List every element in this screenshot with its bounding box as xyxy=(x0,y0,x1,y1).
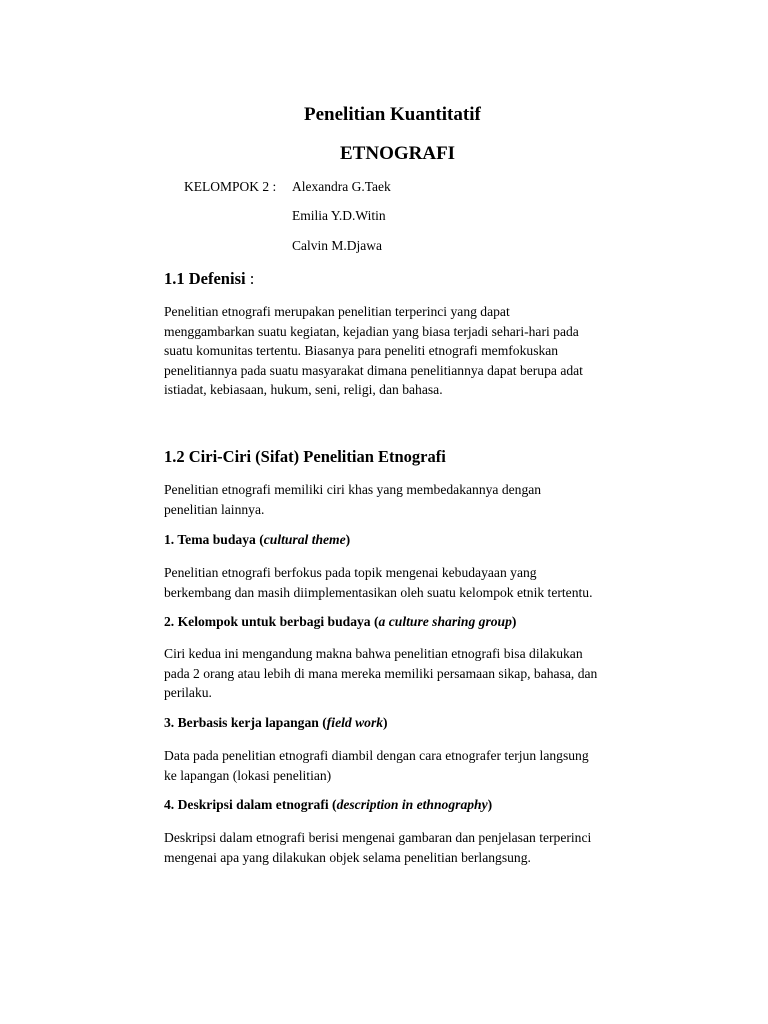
item-title-italic: a culture sharing group xyxy=(378,614,512,629)
paragraph-line: pada 2 orang atau lebih di mana mereka memiliki persamaan sikap, bahasa, dan xyxy=(164,665,598,681)
group-label: KELOMPOK 2 : xyxy=(184,179,277,194)
characteristics-intro xyxy=(164,480,674,519)
item-title-text: ) xyxy=(511,614,517,629)
item-title-italic: description in ethnography xyxy=(336,797,488,812)
paragraph-line: mengenai apa yang dilakukan objek selama penelitian berlangsung. xyxy=(164,849,531,865)
definition-paragraph xyxy=(164,302,674,400)
paragraph-line: Penelitian etnografi memiliki ciri khas yang membedakannya dengan xyxy=(164,482,542,497)
paragraph-line: Penelitian etnografi merupakan penelitian terperinci yang dapat xyxy=(164,304,510,319)
characteristic-body xyxy=(164,828,674,867)
item-title-text: 3. Berbasis kerja lapangan ( xyxy=(164,715,327,730)
paragraph-line: Ciri kedua ini mengandung makna bahwa penelitian etnografi bisa dilakukan xyxy=(164,646,583,661)
item-title-text: 1. Tema budaya ( xyxy=(164,532,264,547)
group-member: Emilia Y.D.Witin xyxy=(292,208,386,223)
section-heading-definition xyxy=(164,269,254,289)
item-title-italic: cultural theme xyxy=(263,532,346,547)
characteristic-title xyxy=(164,614,516,630)
paragraph-line: suatu komunitas tertentu. Biasanya para peneliti etnografi memfokuskan xyxy=(164,343,559,359)
item-title-text: 2. Kelompok untuk berbagi budaya ( xyxy=(164,614,379,629)
item-title-text: 4. Deskripsi dalam etnografi ( xyxy=(164,797,337,812)
group-member: Calvin M.Djawa xyxy=(292,238,382,253)
paragraph-line: Penelitian etnografi berfokus pada topik mengenai kebudayaan yang xyxy=(164,565,537,580)
characteristic-title xyxy=(164,797,492,813)
item-title-italic: field work xyxy=(326,715,384,730)
characteristic-body xyxy=(164,644,674,703)
characteristic-body xyxy=(164,746,674,785)
paragraph-line: penelitian lainnya. xyxy=(164,501,265,517)
item-title-text: ) xyxy=(487,797,493,812)
paragraph-line: istiadat, kebiasaan, hukum, seni, religi, dan bahasa. xyxy=(164,382,443,398)
document-title: Penelitian Kuantitatif xyxy=(304,104,481,125)
paragraph-line: ke lapangan (lokasi penelitian) xyxy=(164,767,332,783)
paragraph-line: Deskripsi dalam etnografi berisi mengenai gambaran dan penjelasan terperinci xyxy=(164,830,592,845)
section-heading-characteristics: 1.2 Ciri-Ciri (Sifat) Penelitian Etnografi xyxy=(164,447,446,466)
paragraph-line: penelitiannya pada suatu masyarakat dimana penelitiannya dapat berupa adat xyxy=(164,362,583,378)
characteristic-title xyxy=(164,532,350,548)
section-heading-text: 1.1 Defenisi xyxy=(164,269,246,288)
paragraph-line: Data pada penelitian etnografi diambil dengan cara etnografer terjun langsung xyxy=(164,748,589,763)
group-member: Alexandra G.Taek xyxy=(292,179,391,194)
item-title-text: ) xyxy=(383,715,388,730)
paragraph-line: menggambarkan suatu kegiatan, kejadian yang biasa terjadi sehari-hari pada xyxy=(164,323,579,339)
section-heading-colon: : xyxy=(249,269,255,288)
characteristic-title xyxy=(164,715,388,731)
paragraph-line: perilaku. xyxy=(164,685,212,701)
document-subtitle: ETNOGRAFI xyxy=(340,143,456,164)
characteristic-body xyxy=(164,563,674,602)
paragraph-line: berkembang dan masih diimplementasikan oleh suatu kelompok etnik tertentu. xyxy=(164,584,593,600)
item-title-text: ) xyxy=(345,532,351,547)
